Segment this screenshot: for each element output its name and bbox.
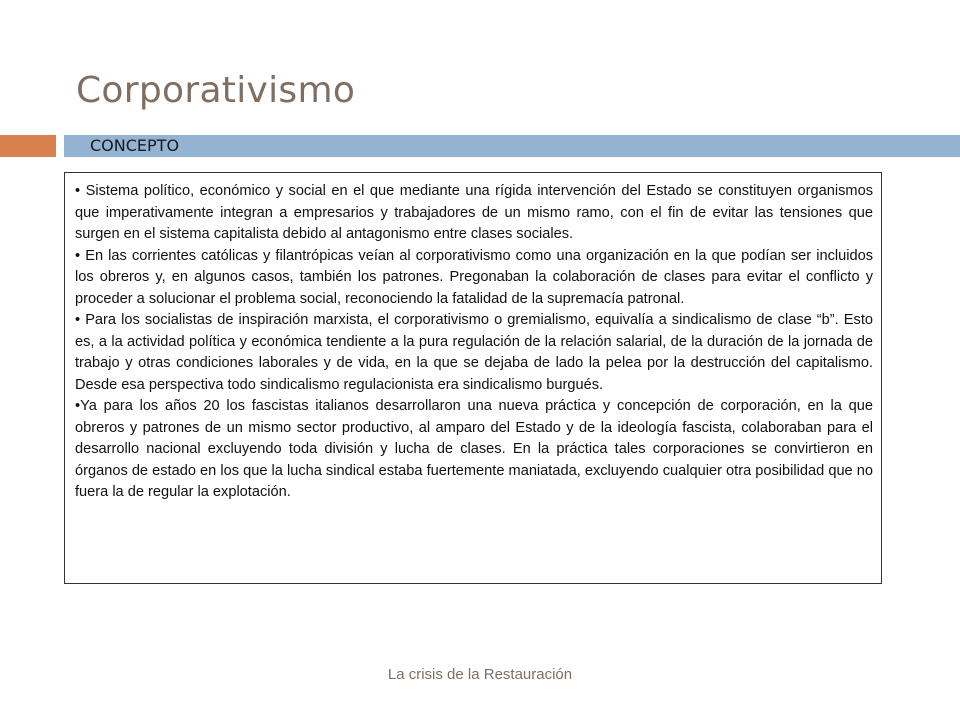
accent-bar-orange: [0, 135, 56, 157]
paragraph-catholic: • En las corrientes católicas y filantrópicas veían al corporativismo como una organización en la que podían ser incluidos los obreros y, en algunos casos, también los patrones. Pregonaban la colaboración de clases para evitar el conflicto y proceder a solucionar el problema social, reconociendo la fatalidad de la supremacía patronal.: [75, 247, 873, 307]
paragraph-fascist: •Ya para los años 20 los fascistas italianos desarrollaron una nueva práctica y concepción de corporación, en la que obreros y patrones de un mismo sector productivo, al amparo del Estado y de la ideología fascista, colaboraban para el desarrollo nacional excluyendo toda división y lucha de clases. En la práctica tales corporaciones se convirtieron en órganos de estado en los que la lucha sindical estaba fuertemente maniatada, excluyendo cualquier otra posibilidad que no fuera la de regular la explotación.: [75, 398, 873, 500]
slide-title: Corporativismo: [76, 70, 356, 111]
paragraph-definition: • Sistema político, económico y social en el que mediante una rígida intervención del Estado se constituyen organismos que imperativamente integran a empresarios y trabajadores de un mismo ramo, con el fin de evitar las tensiones que surgen en el sistema capitalista debido al antagonismo entre clases sociales.: [75, 183, 873, 242]
content-box: [64, 172, 882, 584]
slide-subtitle: CONCEPTO: [90, 136, 180, 155]
accent-bar-blue: [64, 135, 960, 157]
slide-footer: La crisis de la Restauración: [387, 666, 573, 683]
paragraph-socialist: • Para los socialistas de inspiración marxista, el corporativismo o gremialismo, equivalía a sindicalismo de clase “b”. Esto es, a la actividad política y económica tendiente a la pura regulación de la relación salarial, de la duración de la jornada de trabajo y otras condiciones laborales y de vida, en la que se dejaba de lado la pelea por la destrucción del capitalismo. Desde esa perspectiva todo sindicalismo regulacionista era sindicalismo burgués.: [75, 312, 873, 393]
